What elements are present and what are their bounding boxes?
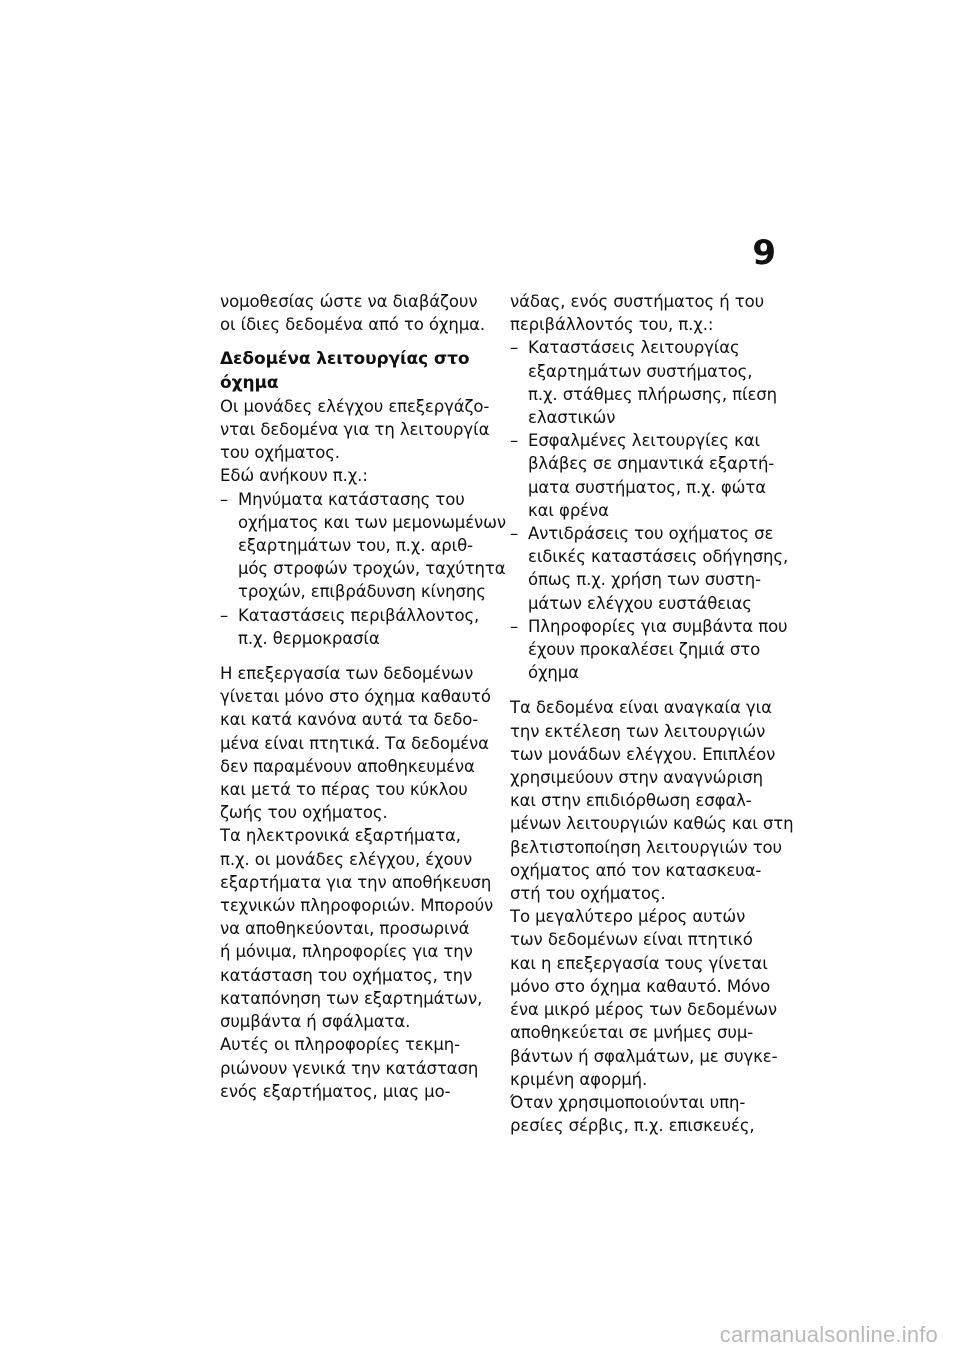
text-line: ειδικές καταστάσεις οδήγησης, — [528, 547, 789, 567]
right-column — [510, 290, 794, 1137]
text-line: Όταν χρησιμοποιούνται υπη- — [510, 1092, 746, 1112]
text-line: Αυτές οι πληροφορίες τεκμη- — [220, 1035, 460, 1055]
text-line: όχημα — [528, 663, 579, 683]
text-line: Εδώ ανήκουν π.χ.: — [220, 466, 368, 486]
text-line: οχήματος από τον κατασκευα- — [510, 860, 762, 880]
text-line: ματα συστήματος, π.χ. φώτα — [528, 477, 766, 497]
text-line: συμβάντα ή σφάλματα. — [220, 1012, 411, 1032]
text-line: Το μεγαλύτερο μέρος αυτών — [510, 907, 746, 927]
text-line: Πληροφορίες για συμβάντα που — [528, 616, 788, 636]
left-column — [220, 290, 506, 1103]
text-line: ρεσίες σέρβις, π.χ. επισκευές, — [510, 1116, 755, 1136]
text-line: τροχών, επιβράδυνση κίνησης — [238, 582, 486, 602]
text-line: μένων λειτουργιών καθώς και στη — [510, 814, 794, 834]
text-line: Οι μονάδες ελέγχου επεξεργάζο- — [220, 396, 490, 416]
text-line: χρησιμεύουν στην αναγνώριση — [510, 768, 763, 788]
section-heading — [220, 348, 488, 394]
bullet-dash: – — [220, 605, 229, 625]
bullet-item — [510, 429, 778, 522]
paragraph — [510, 696, 794, 1137]
text-line: και η επεξεργασία τους γίνεται — [510, 953, 768, 973]
text-line: βλάβες σε σημαντικά εξαρτή- — [528, 454, 775, 474]
text-line: ένα μικρό μέρος των δεδομένων — [510, 1000, 777, 1020]
text-line: Τα ηλεκτρονικά εξαρτήματα, — [220, 826, 461, 846]
bullet-item — [220, 488, 506, 604]
bullet-dash: – — [510, 431, 519, 451]
heading-line: Δεδομένα λειτουργίας στο — [220, 349, 470, 370]
text-line: των μονάδων ελέγχου. Επιπλέον — [510, 744, 776, 764]
text-line: μόνο στο όχημα καθαυτό. Μόνο — [510, 976, 771, 996]
text-line: αποθηκεύεται σε μνήμες συμ- — [510, 1023, 754, 1043]
heading-line: όχημα — [220, 372, 279, 393]
paragraph — [220, 662, 494, 1103]
text-line: Καταστάσεις περιβάλλοντος, — [238, 605, 480, 625]
text-line: στή του οχήματος. — [510, 884, 666, 904]
text-line: βελτιστοποίηση λειτουργιών του — [510, 837, 782, 857]
text-line: Αντιδράσεις του οχήματος σε — [528, 524, 774, 544]
text-line: Τα δεδομένα είναι αναγκαία για — [510, 698, 772, 718]
text-line: τεχνικών πληροφοριών. Μπορούν — [220, 896, 494, 916]
text-line: έχουν προκαλέσει ζημιά στο — [528, 640, 761, 660]
text-line: του οχήματος. — [220, 443, 340, 463]
bullet-item — [510, 522, 789, 615]
paragraph — [220, 395, 488, 488]
text-line: Μηνύματα κατάστασης του — [238, 489, 465, 509]
text-line: περιβάλλοντός του, π.χ.: — [510, 315, 714, 335]
text-line: την εκτέλεση των λειτουργιών — [510, 721, 766, 741]
text-line: π.χ. οι μονάδες ελέγχου, έχουν — [220, 849, 473, 869]
text-line: νάδας, ενός συστήματος ή του — [510, 292, 765, 311]
text-line: μάτων ελέγχου ευστάθειας — [528, 593, 752, 613]
text-line: οι ίδιες δεδομένα από το όχημα. — [220, 315, 486, 335]
text-line: των δεδομένων είναι πτητικό — [510, 930, 753, 950]
text-line: βάντων ή σφαλμάτων, με συγκε- — [510, 1046, 778, 1066]
text-line: ελαστικών — [528, 408, 616, 428]
text-line: ενός εξαρτήματος, μιας μο- — [220, 1081, 451, 1101]
intro-paragraph — [220, 290, 488, 336]
text-line: ριώνουν γενικά την κατάσταση — [220, 1058, 479, 1078]
text-line: γίνεται μόνο στο όχημα καθαυτό — [220, 687, 491, 707]
bullet-dash: – — [510, 524, 519, 544]
bullet-dash: – — [220, 489, 229, 509]
text-line: νομοθεσίας ώστε να διαβάζουν — [220, 292, 478, 311]
bullet-item — [510, 615, 788, 685]
text-line: π.χ. στάθμες πλήρωσης, πίεση — [528, 384, 777, 404]
text-line: Καταστάσεις λειτουργίας — [528, 338, 740, 358]
bullet-item — [510, 336, 778, 429]
text-line: εξαρτημάτων συστήματος, — [528, 361, 753, 381]
text-line: καταπόνηση των εξαρτημάτων, — [220, 988, 483, 1008]
intro-paragraph — [510, 290, 778, 336]
page-number: 9 — [752, 233, 776, 273]
text-line: Η επεξεργασία των δεδομένων — [220, 664, 474, 684]
text-line: και στην επιδιόρθωση εσφαλ- — [510, 791, 752, 811]
text-line: π.χ. θερμοκρασία — [238, 628, 380, 648]
text-line: κατάσταση του οχήματος, την — [220, 965, 473, 985]
bullet-dash: – — [510, 616, 519, 636]
text-line: εξαρτημάτων του, π.χ. αριθ- — [238, 536, 473, 556]
text-line: και φρένα — [528, 500, 609, 520]
text-line: και κατά κανόνα αυτά τα δεδο- — [220, 710, 479, 730]
text-line: μένα είναι πτητικά. Τα δεδομένα — [220, 733, 489, 753]
text-line: οχήματος και των μεμονωμένων — [238, 512, 506, 532]
text-line: ζωής του οχήματος. — [220, 803, 388, 823]
bullet-dash: – — [510, 338, 519, 358]
text-line: όπως π.χ. χρήση των συστη- — [528, 570, 762, 590]
text-line: Εσφαλμένες λειτουργίες και — [528, 431, 760, 451]
watermark: carmanualsonline.info — [719, 1322, 938, 1347]
text-line: νται δεδομένα για τη λειτουργία — [220, 420, 490, 440]
text-line: κριμένη αφορμή. — [510, 1069, 648, 1089]
text-line: ή μόνιμα, πληροφορίες για την — [220, 942, 473, 962]
bullet-item — [220, 604, 488, 650]
text-line: εξαρτήματα για την αποθήκευση — [220, 872, 492, 892]
text-line: και μετά το πέρας του κύκλου — [220, 780, 468, 800]
text-line: μός στροφών τροχών, ταχύτητα — [238, 559, 506, 579]
text-line: να αποθηκεύονται, προσωρινά — [220, 919, 470, 939]
text-line: δεν παραμένουν αποθηκευμένα — [220, 756, 475, 776]
